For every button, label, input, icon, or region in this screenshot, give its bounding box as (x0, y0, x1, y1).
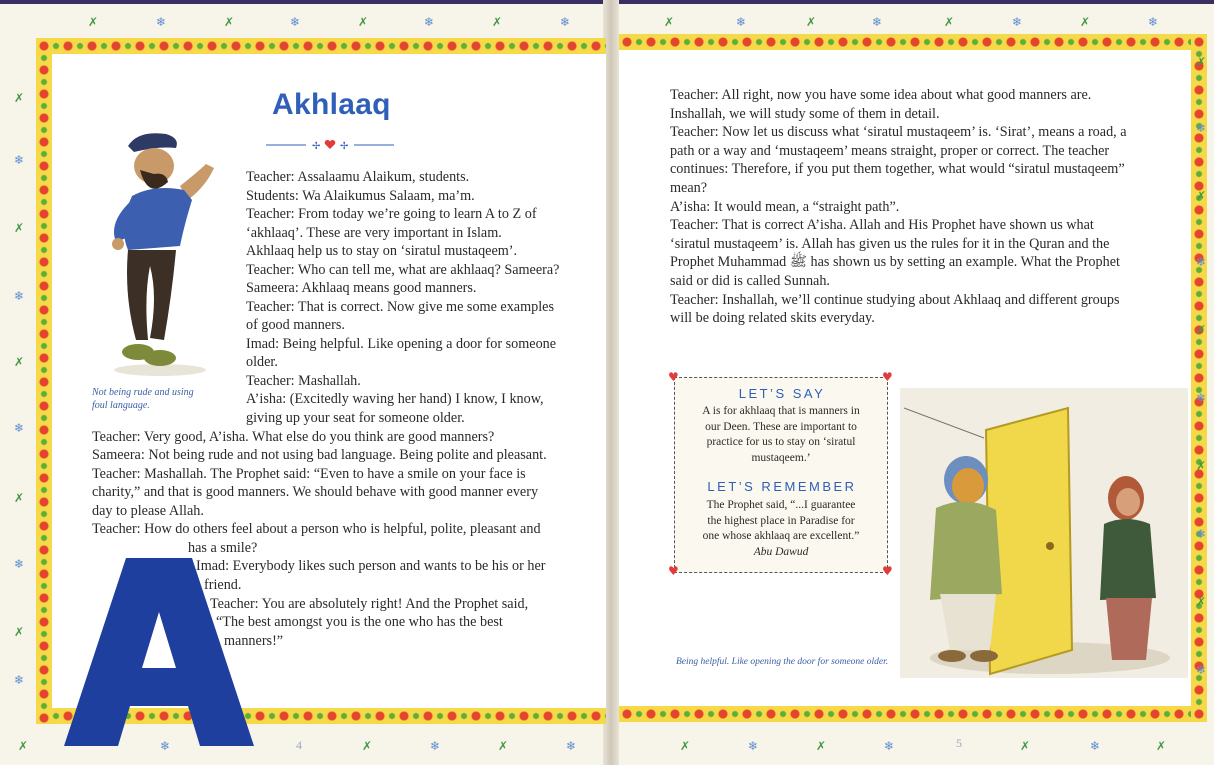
dialogue-line: older. (246, 354, 278, 370)
dialogue-line: charity,” and that is good manners. We should behave with good manner every (92, 484, 539, 500)
dialogue-line: Teacher: Who can tell me, what are akhlaaq? Sameera? (246, 262, 560, 278)
leaf-icon: ✗ (1080, 15, 1091, 29)
dialogue-line: Teacher: All right, now you have some idea about what good manners are. (670, 87, 1092, 103)
title-divider-ornament (266, 138, 394, 152)
snowflake-icon: ❄ (872, 15, 883, 29)
leaf-icon: ✗ (498, 739, 509, 753)
dialogue-line: Sameera: Akhlaaq means good manners. (246, 280, 477, 296)
leaf-icon: ✗ (88, 15, 99, 29)
snowflake-icon: ❄ (1196, 391, 1207, 405)
leaf-icon: ✗ (680, 739, 691, 753)
snowflake-icon: ❄ (14, 153, 25, 167)
left-border-side (36, 38, 52, 724)
leaf-icon: ✗ (806, 15, 817, 29)
leaf-icon: ✗ (224, 15, 235, 29)
right-illustration-caption: Being helpful. Like opening the door for someone older. (676, 657, 889, 667)
left-illustration-caption (92, 386, 194, 412)
dialogue-line: Imad: Everybody likes such person and wants to be his or her (196, 558, 546, 574)
dialogue-line: Teacher: Assalaamu Alaikum, students. (246, 169, 470, 185)
dialogue-line: A’isha: It would mean, a “straight path”. (670, 198, 900, 215)
dialogue-line: friend. (204, 577, 242, 593)
dialogue-line: “The best amongst you is the one who has the best (216, 614, 503, 630)
lets-say-line: A is for akhlaaq that is manners in (702, 405, 860, 417)
lets-say-heading: LET’S SAY (738, 386, 826, 401)
right-border-side (1191, 34, 1207, 722)
heart-icon: ♥ (882, 370, 893, 384)
snowflake-icon: ❄ (1196, 663, 1207, 677)
lets-say-line: our Deen. These are important to (705, 420, 857, 433)
snowflake-icon: ❄ (560, 15, 571, 29)
leaf-icon: ✗ (664, 15, 675, 29)
lets-say-text (683, 404, 879, 466)
dialogue-line: Sameera: Not being rude and not using bad language. Being polite and pleasant. (92, 447, 547, 463)
snowflake-icon: ❄ (1196, 121, 1207, 135)
dialogue-line: Teacher: You are absolutely right! And the Prophet said, (210, 596, 529, 612)
leaf-icon: ✗ (358, 15, 369, 29)
leaf-icon: ✗ (14, 221, 25, 235)
caption-line: foul language. (92, 400, 150, 411)
snowflake-icon: ❄ (156, 15, 167, 29)
lets-remember-heading: LET’S REMEMBER (707, 479, 857, 494)
heart-icon: ♥ (882, 564, 893, 578)
lets-remember-text (683, 498, 879, 560)
caption-line: Not being rude and using (92, 387, 194, 398)
leaf-icon: ✗ (1196, 595, 1207, 609)
leaf-icon: ✗ (14, 491, 25, 505)
dialogue-line: day to please Allah. (92, 503, 204, 519)
dialogue-line: Teacher: Mashallah. (246, 373, 361, 389)
leaf-icon: ✗ (1196, 459, 1207, 473)
dialogue-line: manners!” (224, 633, 284, 649)
leaf-icon: ✗ (1196, 189, 1207, 203)
lets-say-line: practice for us to stay on ‘siratul (706, 436, 856, 448)
lets-remember-line: the highest place in Paradise for (707, 514, 855, 527)
dialogue-line: A’isha: (Excitedly waving her hand) I know, I know, (246, 391, 544, 407)
dialogue-line: has a smile? (188, 540, 258, 556)
dialogue-line: ‘siratul mustaqeem’ is. Allah has given us the rules for it in the Quran and the (670, 235, 1110, 252)
dialogue-line: will be doing related skits everyday. (670, 310, 875, 327)
big-letter-a (64, 556, 254, 748)
snowflake-icon: ❄ (1148, 15, 1159, 29)
dialogue-line: Students: Wa Alaikumus Salaam, ma’m. (246, 188, 475, 204)
dialogue-line: giving up your seat for someone older. (246, 410, 465, 426)
lets-say-box (674, 377, 888, 573)
dialogue-line: continues: Therefore, if you put them together, what would “siratul mustaqeem” (670, 161, 1125, 178)
leaf-icon: ✗ (492, 15, 503, 29)
leaf-icon: ✗ (14, 91, 25, 105)
svg-text:✢: ✢ (340, 141, 349, 152)
leaf-icon: ✗ (1020, 739, 1031, 753)
heart-icon: ♥ (668, 370, 679, 384)
leaf-icon: ✗ (1156, 739, 1167, 753)
leaf-icon: ✗ (1196, 55, 1207, 69)
right-border-bottom (619, 706, 1207, 722)
left-page-number: 4 (296, 738, 302, 752)
leaf-icon: ✗ (1196, 323, 1207, 337)
rude-man-illustration (88, 126, 228, 378)
leaf-icon: ✗ (14, 355, 25, 369)
leaf-icon: ✗ (18, 739, 29, 753)
dialogue-line: Teacher: Now let us discuss what ‘siratul mustaqeem’ is. ‘Sirat’, means a road, a (670, 124, 1127, 141)
page-title: Akhlaaq (272, 88, 391, 121)
snowflake-icon: ❄ (14, 673, 25, 687)
snowflake-icon: ❄ (1196, 255, 1207, 269)
dialogue-line: Akhlaaq help us to stay on ‘siratul mustaqeem’. (246, 243, 518, 259)
left-border-top (36, 38, 606, 54)
heart-icon: ♥ (668, 564, 679, 578)
dialogue-line: Imad: Being helpful. Like opening a door for someone (246, 336, 557, 352)
snowflake-icon: ❄ (430, 739, 441, 753)
dialogue-line: said or did is called Sunnah. (670, 273, 830, 289)
lets-remember-line: one whose akhlaaq are excellent.” (702, 530, 860, 542)
snowflake-icon: ❄ (566, 739, 577, 753)
dialogue-line: Teacher: How do others feel about a person who is helpful, polite, pleasant and (92, 521, 541, 537)
dialogue-line: Inshallah, we will study some of them in detail. (670, 105, 940, 122)
snowflake-icon: ❄ (736, 15, 747, 29)
hadith-source: Abu Dawud (753, 545, 809, 558)
svg-text:✢: ✢ (312, 141, 321, 152)
snowflake-icon: ❄ (748, 739, 759, 753)
lets-say-line: mustaqeem.’ (751, 451, 811, 464)
snowflake-icon: ❄ (884, 739, 895, 753)
snowflake-icon: ❄ (160, 739, 171, 753)
leaf-icon: ✗ (362, 739, 373, 753)
dialogue-line: of good manners. (246, 317, 345, 333)
snowflake-icon: ❄ (1012, 15, 1023, 29)
dialogue-line: Teacher: Mashallah. The Prophet said: “Even to have a smile on your face is (92, 466, 526, 482)
leaf-icon: ✗ (14, 625, 25, 639)
dialogue-line: Teacher: That is correct A’isha. Allah and His Prophet have shown us what (670, 217, 1094, 234)
dialogue-line: path or a way and ‘mustaqeem’ means straight, proper or correct. The teacher (670, 142, 1110, 159)
dialogue-line: Teacher: Inshallah, we’ll continue studying about Akhlaaq and different groups (670, 291, 1120, 308)
snowflake-icon: ❄ (14, 289, 25, 303)
right-border-top (619, 34, 1207, 50)
dialogue-line: Teacher: That is correct. Now give me some examples (246, 299, 554, 315)
leaf-icon: ✗ (816, 739, 827, 753)
dialogue-line: Prophet Muhammad ﷺ has shown us by setting an example. What the Prophet (670, 254, 1120, 271)
dialogue-line: ‘akhlaaq’. These are very important in Islam. (246, 225, 502, 241)
snowflake-icon: ❄ (424, 15, 435, 29)
snowflake-icon: ❄ (290, 15, 301, 29)
snowflake-icon: ❄ (14, 421, 25, 435)
dialogue-line: Teacher: Very good, A’isha. What else do you think are good manners? (92, 429, 495, 445)
leaf-icon: ✗ (944, 15, 955, 29)
dialogue-line: mean? (670, 180, 708, 196)
snowflake-icon: ❄ (14, 557, 25, 571)
door-scene-illustration (900, 388, 1188, 678)
dialogue-line: Teacher: From today we’re going to learn A to Z of (246, 206, 537, 222)
lets-remember-line: The Prophet said, “...I guarantee (706, 499, 856, 511)
snowflake-icon: ❄ (1090, 739, 1101, 753)
right-page-number: 5 (956, 736, 962, 750)
snowflake-icon: ❄ (1196, 527, 1207, 541)
